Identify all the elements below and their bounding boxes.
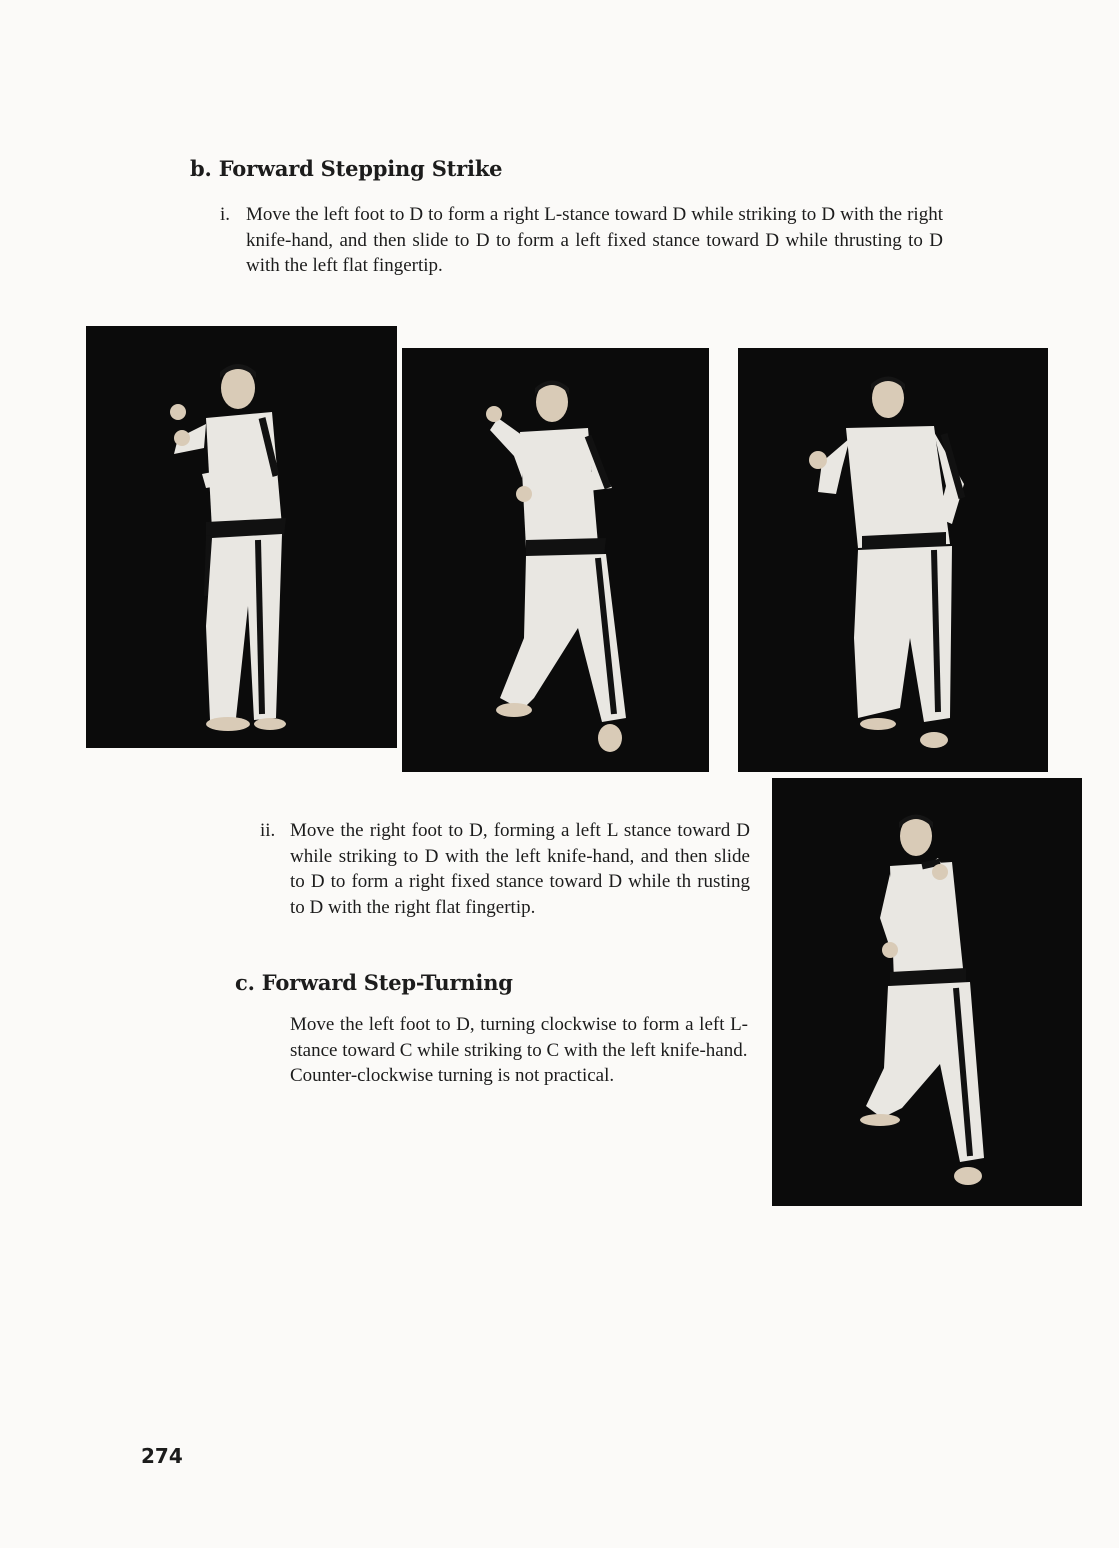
step-turning-text: Move the left foot to D, turning clockwise to form a left L-stance toward C while striking to C with the left knife-hand. xyxy=(290,1014,748,1061)
step-turning-note: Counter-clockwise turning is not practical. xyxy=(290,1065,615,1086)
step-i-text: Move the left foot to D to form a right L-stance toward D while striking to D with the right knife-hand, and then slide to D to form a left fixed stance toward D while thrusting to D with the left flat fingertip. xyxy=(246,204,943,276)
figure-2-illustration xyxy=(402,348,709,772)
step-ii-paragraph xyxy=(260,818,750,920)
photo-step-2-transition xyxy=(402,348,709,772)
step-i-paragraph xyxy=(220,202,943,279)
figure-3-illustration xyxy=(738,348,1048,772)
step-ii-marker: ii. xyxy=(260,820,276,841)
photo-step-3-fixed-stance xyxy=(738,348,1048,772)
step-ii-text: Move the right foot to D, forming a left L stance toward D while striking to D with the left knife-hand, and then slide to D to form a right fixed stance toward D while th rusting to D with the right flat fingertip. xyxy=(290,820,750,918)
photo-step-1-l-stance xyxy=(86,326,397,748)
figure-1-illustration xyxy=(86,326,397,748)
section-c-heading: c. Forward Step-Turning xyxy=(235,970,513,995)
figure-4-illustration xyxy=(772,778,1082,1206)
page-number: 274 xyxy=(141,1444,183,1468)
step-i-marker: i. xyxy=(220,204,231,225)
photo-step-4-fingertip-thrust xyxy=(772,778,1082,1206)
section-b-heading: b. Forward Stepping Strike xyxy=(190,156,503,181)
step-turning-paragraph xyxy=(290,1012,748,1089)
